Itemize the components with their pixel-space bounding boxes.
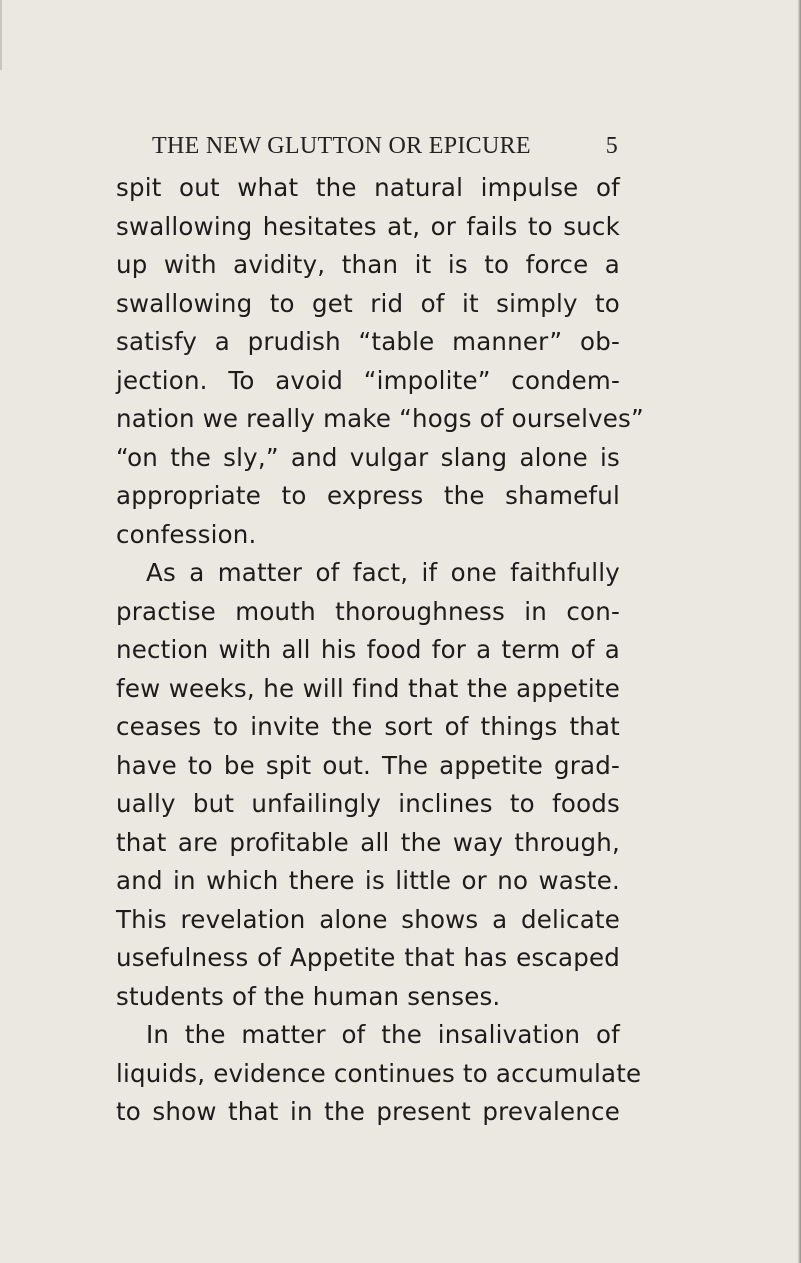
text-line: As a matter of fact, if one faithfully [146,558,620,587]
text-line: students of the human senses. [116,981,501,1011]
text-line: appropriate to express the shameful [116,481,620,510]
text-line: confession. [116,519,257,549]
text-line: practise mouth thoroughness in con- [116,596,620,626]
text-line: nection with all his food for a term of a [116,635,620,664]
text-line: to show that in the present prevalence [116,1097,620,1126]
text-line: liquids, evidence continues to accumulate [116,1058,642,1088]
body-text [116,169,644,1132]
text-line: In the matter of the insalivation of [146,1020,620,1049]
text-line: satisfy a prudish “table manner” ob- [116,327,620,356]
text-line: ceases to invite the sort of things that [116,712,620,741]
text-line: nation we really make “hogs of ourselves” [116,404,644,433]
text-line: swallowing hesitates at, or fails to suck [116,211,620,241]
page-edge [0,0,2,70]
text-line: that are profitable all the way through, [116,827,620,857]
text-line: and in which there is little or no waste. [116,866,620,895]
text-line: up with avidity, than it is to force a [116,250,620,279]
text-line: few weeks, he will find that the appetite [116,673,620,703]
text-line: This revelation alone shows a delicate [116,904,620,934]
text-line: usefulness of Appetite that has escaped [116,943,620,972]
text-line: spit out what the natural impulse of [116,173,620,202]
text-line: “on the sly,” and vulgar slang alone is [116,442,620,472]
text-line: have to be spit out. The appetite grad- [116,750,620,780]
text-line: jection. To avoid “impolite” condem- [116,365,620,395]
page-number: 5 [605,133,618,159]
running-head [152,129,618,163]
text-line: ually but unfailingly inclines to foods [116,789,620,818]
running-title: THE NEW GLUTTON OR EPICURE [152,133,531,159]
text-line: swallowing to get rid of it simply to [116,288,620,318]
